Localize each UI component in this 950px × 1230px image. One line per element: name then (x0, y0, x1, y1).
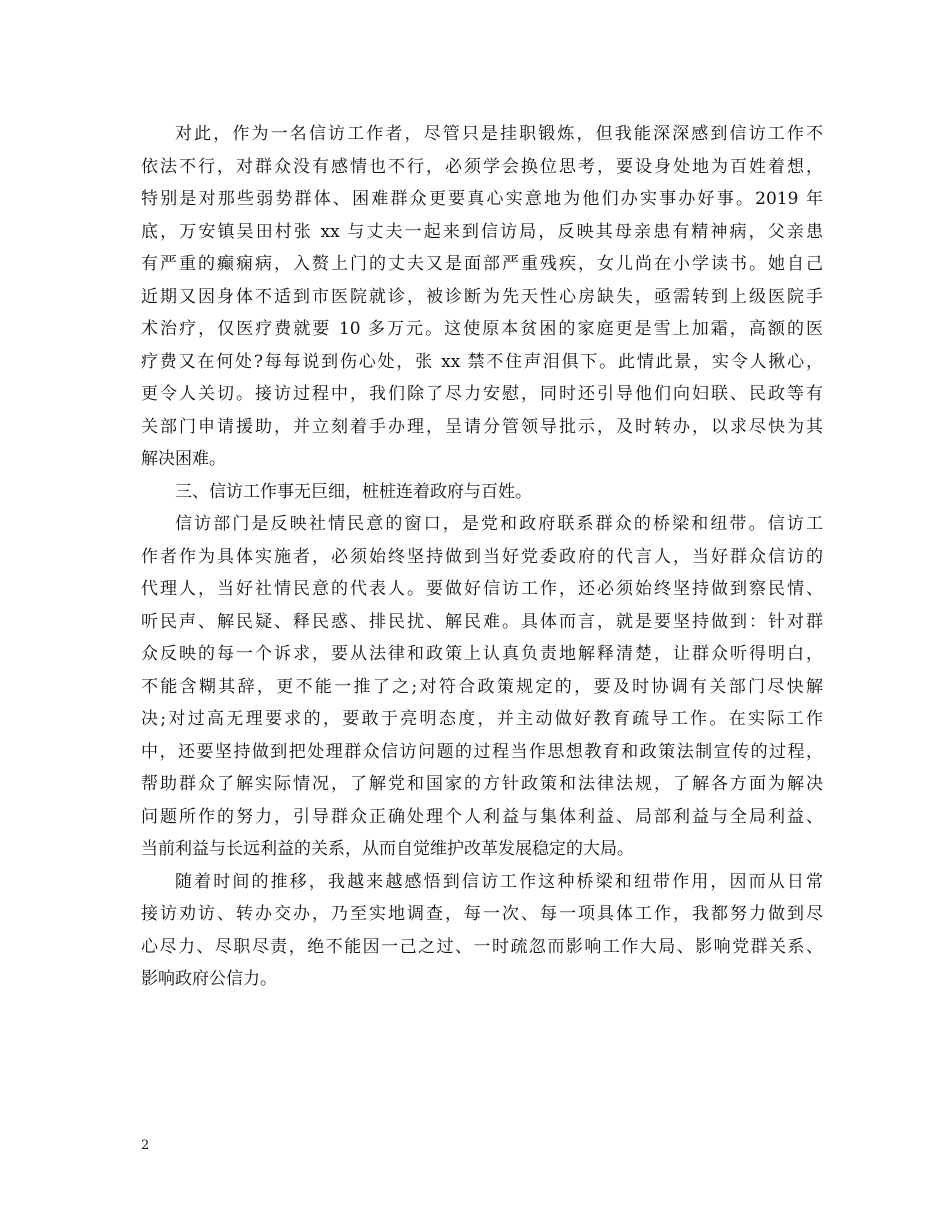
section-heading-3 (141, 476, 823, 509)
text-line: 决;对过高无理要求的，要敢于亮明态度，并主动做好教育疏导工作。在实际工作 (141, 709, 823, 729)
text-line: 对此，作为一名信访工作者，尽管只是挂职锻炼，但我能深深感到信访工作不 (175, 124, 823, 144)
document-body (141, 118, 823, 996)
text-line: 疗费又在何处?每每说到伤心处，张 xx 禁不住声泪俱下。此情此景，实令人揪心， (141, 351, 823, 372)
text-line: 作者作为具体实施者，必须始终坚持做到当好党委政府的代言人，当好群众信访的 (141, 546, 823, 567)
text-line: 当前利益与长远利益的关系，从而自觉维护改革发展稳定的大局。 (141, 839, 634, 859)
text-line: 影响政府公信力。 (141, 969, 277, 989)
page-number: 2 (141, 1138, 150, 1153)
text-line: 不能含糊其辞，更不能一推了之;对符合政策规定的，要及时协调有关部门尽快解 (141, 676, 823, 697)
text-line: 接访劝访、转办交办，乃至实地调查，每一次、每一项具体工作，我都努力做到尽 (141, 904, 823, 924)
text-line: 问题所作的努力，引导群众正确处理个人利益与集体利益、局部利益与全局利益、 (141, 806, 823, 827)
text-line: 解决困难。 (141, 449, 226, 469)
text-line: 术治疗，仅医疗费就要 10 多万元。这使原本贫困的家庭更是雪上加霜，高额的医 (141, 319, 823, 339)
text-line: 随着时间的推移，我越来越感悟到信访工作这种桥梁和纽带作用，因而从日常 (175, 871, 823, 892)
text-line: 近期又因身体不适到市医院就诊，被诊断为先天性心房缺失，亟需转到上级医院手 (141, 286, 823, 307)
paragraph-1 (141, 118, 823, 476)
text-line: 依法不行，对群众没有感情也不行，必须学会换位思考，要设身处地为百姓着想， (141, 156, 823, 177)
text-line: 关部门申请援助，并立刻着手办理，呈请分管领导批示，及时转办，以求尽快为其 (141, 416, 823, 437)
text-line: 特别是对那些弱势群体、困难群众更要真心实意地为他们办实事办好事。2019 年 (141, 189, 823, 209)
text-line: 听民声、解民疑、释民惑、排民扰、解民难。具体而言，就是要坚持做到：针对群 (141, 611, 823, 632)
text-line: 三、信访工作事无巨细，桩桩连着政府与百姓。 (175, 481, 532, 502)
text-line: 更令人关切。接访过程中，我们除了尽力安慰，同时还引导他们向妇联、民政等有 (141, 384, 823, 404)
text-line: 底，万安镇吴田村张 xx 与丈夫一起来到信访局，反映其母亲患有精神病，父亲患 (141, 221, 823, 242)
text-line: 众反映的每一个诉求，要从法律和政策上认真负责地解释清楚，让群众听得明白， (141, 644, 823, 664)
paragraph-3 (141, 866, 823, 996)
text-line: 信访部门是反映社情民意的窗口，是党和政府联系群众的桥梁和纽带。信访工 (175, 514, 823, 534)
text-line: 中，还要坚持做到把处理群众信访问题的过程当作思想教育和政策法制宣传的过程， (141, 741, 823, 762)
paragraph-2 (141, 508, 823, 866)
text-line: 心尽力、尽职尽责，绝不能因一己之过、一时疏忽而影响工作大局、影响党群关系、 (141, 936, 823, 957)
text-line: 帮助群众了解实际情况，了解党和国家的方针政策和法律法规，了解各方面为解决 (141, 774, 823, 794)
text-line: 代理人，当好社情民意的代表人。要做好信访工作，还必须始终坚持做到察民情、 (141, 579, 823, 599)
text-line: 有严重的癫痫病，入赘上门的丈夫又是面部严重残疾，女儿尚在小学读书。她自己 (141, 254, 823, 274)
